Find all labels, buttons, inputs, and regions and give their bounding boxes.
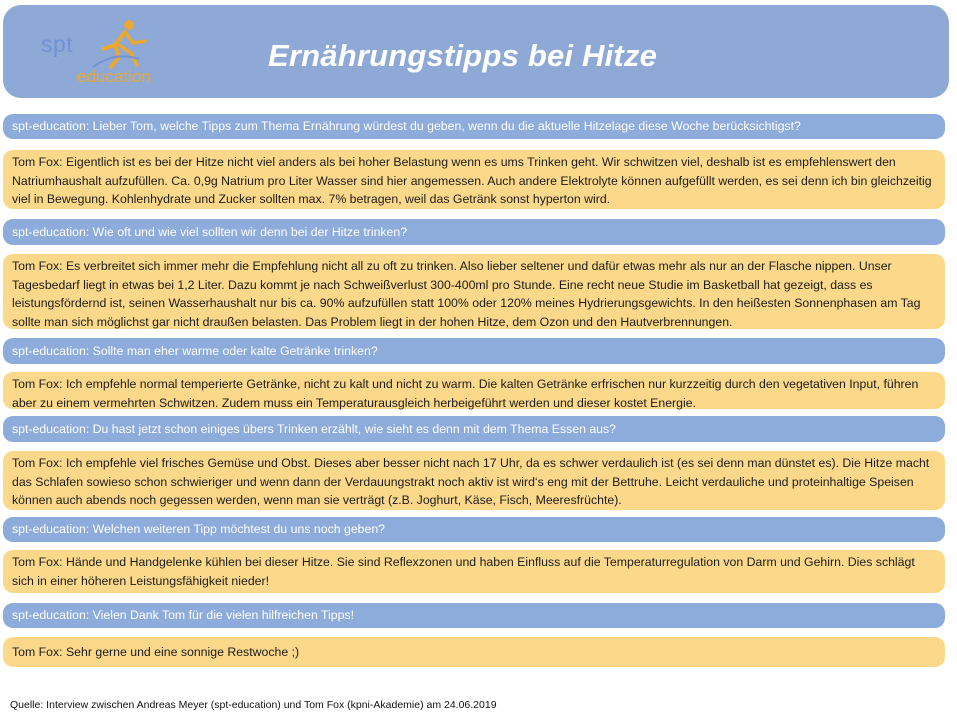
answer-bubble: Tom Fox: Ich empfehle viel frisches Gemüse und Obst. Dieses aber besser nicht nach 17 Uhr, da es schwer verdaulich ist (es sei denn man dünstet es). Die Hitze macht das Schlafen sowieso schon schwieriger und wenn dann der Verdauungstrakt noch aktiv ist wird‘s eng mit der Bettruhe. Leicht verdauliche und proteinhaltige Speisen können auch abends noch gegessen werden, wenn man sie verträgt (z.B. Joghurt, Käse, Fisch, Meeresfrüchte). — [3, 451, 945, 510]
question-bubble: spt-education: Lieber Tom, welche Tipps zum Thema Ernährung würdest du geben, wenn du die aktuelle Hitzelage diese Woche berücksichtigst? — [3, 114, 945, 139]
answer-bubble: Tom Fox: Sehr gerne und eine sonnige Restwoche ;) — [3, 637, 945, 667]
question-bubble: spt-education: Vielen Dank Tom für die vielen hilfreichen Tipps! — [3, 603, 945, 628]
answer-bubble: Tom Fox: Hände und Handgelenke kühlen bei dieser Hitze. Sie sind Reflexzonen und haben Einfluss auf die Temperaturregulation von Darm und Gehirn. Dies schlägt sich in einer höheren Leistungsfähigkeit nieder! — [3, 550, 945, 593]
question-bubble: spt-education: Du hast jetzt schon einiges übers Trinken erzählt, wie sieht es denn mit dem Thema Essen aus? — [3, 416, 945, 442]
logo-text-spt: spt — [41, 31, 74, 57]
answer-bubble: Tom Fox: Ich empfehle normal temperierte Getränke, nicht zu kalt und nicht zu warm. Die kalten Getränke erfrischen nur kurzzeitig durch den vegetativen Input, führen aber zu einem vermehrten Schwitzen. Zudem muss ein Temperaturausgleich herbeigeführt werden und dieser kostet Energie. — [3, 372, 945, 409]
spt-education-logo — [33, 11, 173, 91]
page-title: Ernährungstipps bei Hitze — [268, 38, 658, 73]
question-bubble: spt-education: Welchen weiteren Tipp möchtest du uns noch geben? — [3, 517, 945, 542]
source-citation: Quelle: Interview zwischen Andreas Meyer (spt-education) und Tom Fox (kpni-Akademie) am 24.06.2019 — [10, 699, 497, 711]
header-banner — [3, 5, 949, 98]
answer-bubble: Tom Fox: Es verbreitet sich immer mehr die Empfehlung nicht all zu oft zu trinken. Also lieber seltener und dafür etwas mehr als nur an der Flasche nippen. Unser Tagesbedarf liegt in etwas bei 1,2 Liter. Dazu kommt je nach Schweißverlust 300-400ml pro Stunde. Eine recht neue Studie im Basketball hat gezeigt, dass es leistungsfördernd ist, seinen Wasserhaushalt nur bis ca. 90% aufzufüllen statt 100% oder 120% meines Hydrierungsgewichts. In den heißesten Sonnenphasen am Tag sollte man sich möglichst gar nicht draußen belasten. Das Problem liegt in der hohen Hitze, dem Ozon und den Hautverbrennungen. — [3, 254, 945, 329]
answer-bubble: Tom Fox: Eigentlich ist es bei der Hitze nicht viel anders als bei hoher Belastung wenn es ums Trinken geht. Wir schwitzen viel, deshalb ist es empfehlenswert den Natriumhaushalt aufzufüllen. Ca. 0,9g Natrium pro Liter Wasser sind hier angemessen. Auch andere Elektrolyte können aufgefüllt werden, es sei denn ich bin gleichzeitig viel in Bewegung. Kohlenhydrate und Zucker sollten max. 7% betragen, weil das Getränk sonst hyperton wird. — [3, 150, 945, 209]
logo-text-education: education — [77, 67, 151, 86]
question-bubble: spt-education: Wie oft und wie viel sollten wir denn bei der Hitze trinken? — [3, 219, 945, 245]
question-bubble: spt-education: Sollte man eher warme oder kalte Getränke trinken? — [3, 338, 945, 364]
runner-icon — [85, 15, 165, 71]
